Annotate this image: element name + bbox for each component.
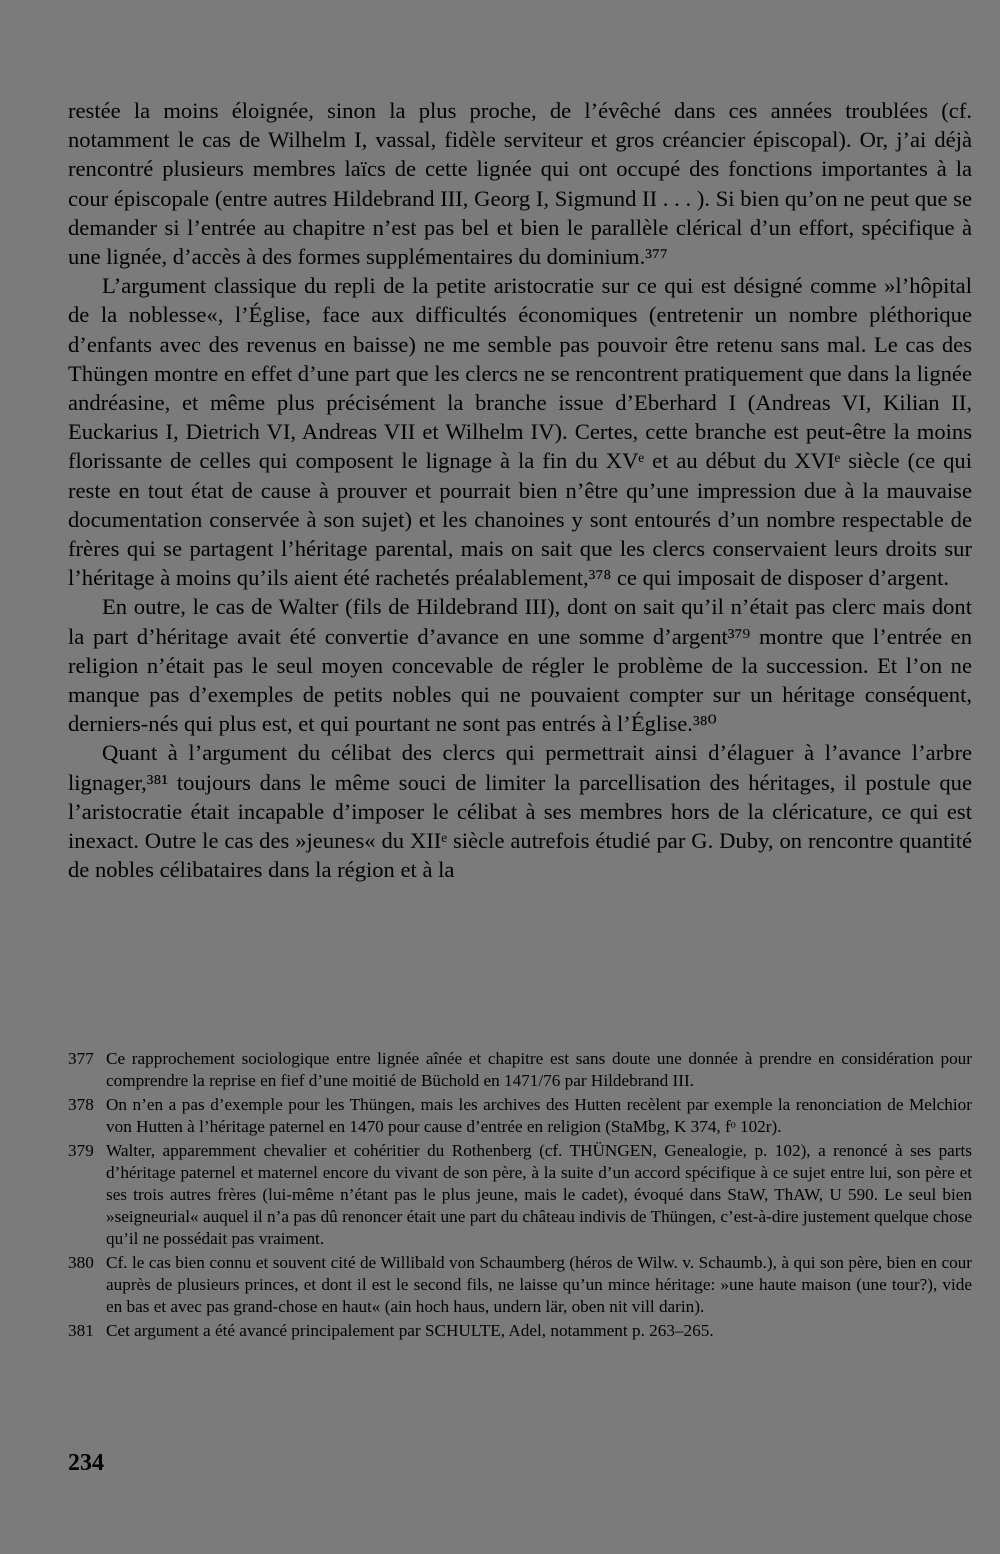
footnote-379: [68, 1140, 972, 1250]
paragraph-3: En outre, le cas de Walter (fils de Hildebrand III), dont on sait qu’il n’était pas clerc mais dont la part d’héritage avait été convertie d’avance en une somme d’argent³⁷⁹ montre que l’entrée en religion n’était pas le seul moyen concevable de régler le problème de la succession. Et l’on ne manque pas d’exemples de petits nobles qui ne pouvaient compter sur un héritage conséquent, derniers-nés qui plus est, et qui pourtant ne sont pas entrés à l’Église.³⁸⁰: [68, 594, 972, 737]
footnote-number: 380: [68, 1252, 94, 1272]
footnote-377: [68, 1048, 972, 1092]
paragraph-1: restée la moins éloignée, sinon la plus proche, de l’évêché dans ces années troublées (cf. notamment le cas de Wilhelm I, vassal, fidèle serviteur et gros créancier épiscopal). Or, j’ai déjà rencontré plusieurs membres laïcs de cette lignée qui ont occupé des fonctions importantes à la cour épiscopale (entre autres Hildebrand III, Georg I, Sigmund II . . . ). Si bien qu’on ne peut que se demander si l’entrée au chapitre n’est pas bel et bien le parallèle clérical d’un effort, spécifique à une lignée, d’accès à des formes supplémentaires du dominium.³⁷⁷: [68, 98, 972, 270]
footnote-381: [68, 1320, 972, 1342]
footnote-380: [68, 1252, 972, 1318]
footnote-378: [68, 1094, 972, 1138]
footnote-text: On n’en a pas d’exemple pour les Thüngen, mais les archives des Hutten recèlent par exemple la renonciation de Melchior von Hutten à l’héritage paternel en 1470 pour cause d’entrée en religion (StaMbg, K 374, fᵒ 102r).: [106, 1094, 972, 1136]
footnote-number: 381: [68, 1320, 94, 1340]
footnote-text: Walter, apparemment chevalier et cohéritier du Rothenberg (cf. THÜNGEN, Genealogie, p. 102), a renoncé à ses parts d’héritage paternel et maternel encore du vivant de son père, à la suite d’un accord spécifique à ce sujet entre lui, son père et ses trois autres frères (lui-même n’étant pas le plus jeune, mais le cadet), évoqué dans StaW, ThAW, U 590. Le seul bien »seigneurial« auquel il n’a pas dû renoncer était une part du château indivis de Thüngen, c’est-à-dire justement quelque chose qu’il ne possédait pas vraiment.: [106, 1140, 972, 1248]
footnote-text: Ce rapprochement sociologique entre lignée aînée et chapitre est sans doute une donnée à prendre en considération pour comprendre la reprise en fief d’une moitié de Büchold en 1471/76 par Hildebrand III.: [106, 1049, 972, 1091]
paragraph-4: Quant à l’argument du célibat des clercs qui permettrait ainsi d’élaguer à l’avance l’arbre lignager,³⁸¹ toujours dans le même souci de limiter la parcellisation des héritages, il postule que l’aristocratie était incapable d’imposer le célibat à ses membres hors de la cléricature, ce qui est inexact. Outre le cas des »jeunes« du XIIᵉ siècle autrefois étudié par G. Duby, on rencontre quantité de nobles célibataires dans la région et à la: [68, 740, 972, 883]
footnote-text: Cf. le cas bien connu et souvent cité de Willibald von Schaumberg (héros de Wilw. v. Schaumb.), à qui son père, bien en cour auprès de plusieurs princes, et dont il est le second fils, ne laisse qu’un mince héritage: »une haute maison (une tour?), vide en bas et avec pas grand-chose en haut« (ain hoch haus, undern lär, oben nit vill darin).: [106, 1252, 972, 1316]
paragraph-2: L’argument classique du repli de la petite aristocratie sur ce qui est désigné comme »l’hôpital de la noblesse«, l’Église, face aux difficultés économiques (entretenir un nombre pléthorique d’enfants avec des revenus en baisse) ne me semble pas pouvoir être retenu sans mal. Le cas des Thüngen montre en effet d’une part que les clercs ne se rencontrent pratiquement que dans la lignée andréasine, et même plus précisément la branche issue d’Eberhard I (Andreas VI, Kilian II, Euckarius I, Dietrich VI, Andreas VII et Wilhelm IV). Certes, cette branche est peut-être la moins florissante de celles qui composent le lignage à la fin du XVᵉ et au début du XVIᵉ siècle (ce qui reste en tout état de cause à prouver et pourrait bien n’être qu’une impression due à la mauvaise documentation conservée à son sujet) et les chanoines y sont entourés d’un nombre respectable de frères qui se partagent l’héritage parental, mais on sait que les clercs conservaient leurs droits sur l’héritage à moins qu’ils aient été rachetés préalablement,³⁷⁸ ce qui imposait de disposer d’argent.: [68, 273, 972, 591]
footnote-number: 377: [68, 1049, 94, 1068]
footnote-number: 379: [68, 1140, 94, 1160]
main-text: [68, 96, 972, 884]
footnote-number: 378: [68, 1094, 94, 1114]
page-number: 234: [68, 1450, 104, 1476]
footnotes: [68, 1048, 972, 1343]
footnote-text: Cet argument a été avancé principalement par SCHULTE, Adel, notamment p. 263–265.: [106, 1320, 714, 1340]
